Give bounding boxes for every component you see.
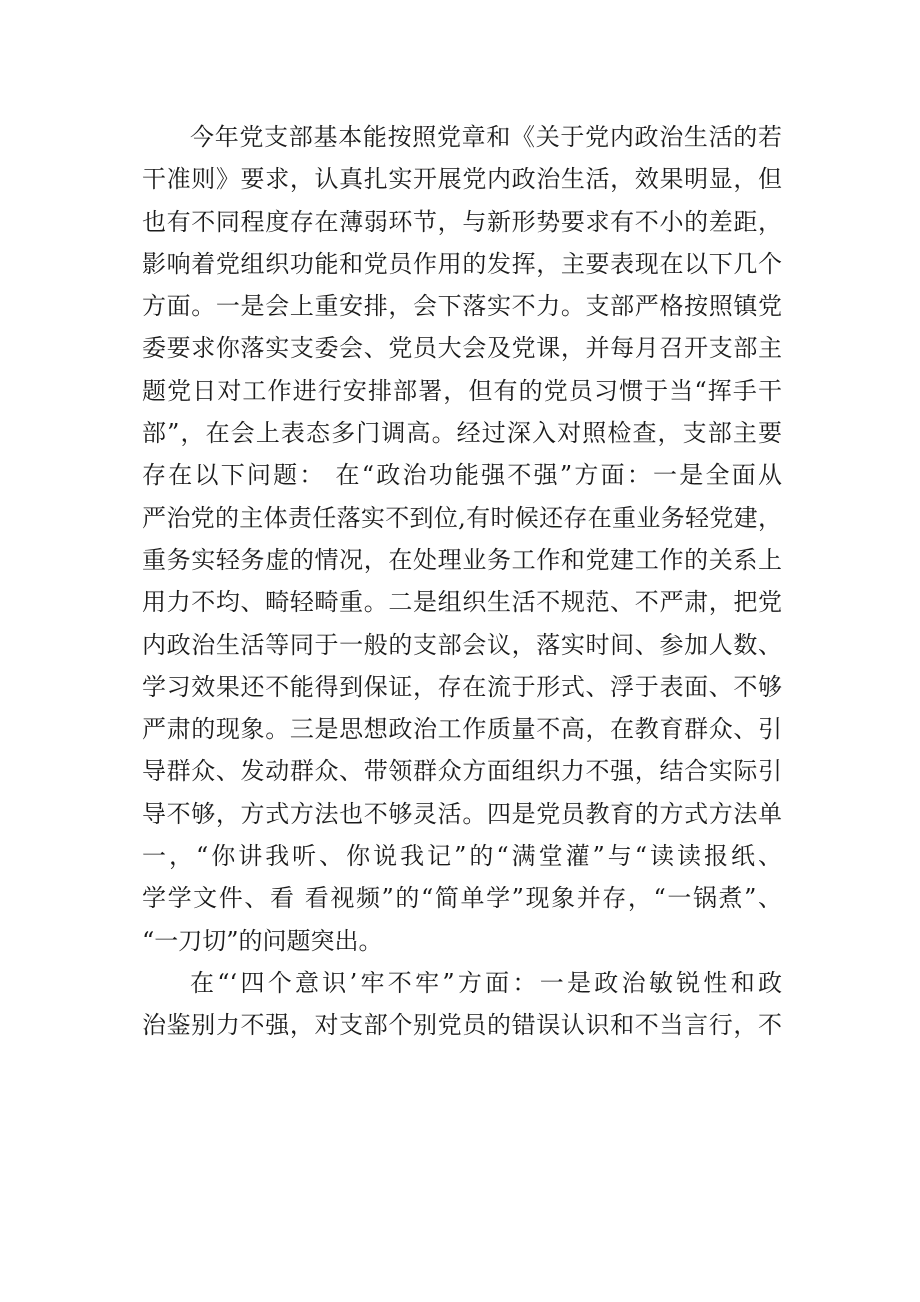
text-line: 学学文件、看 看视频”的“简单学”现象并存，“一锅煮”、: [142, 884, 782, 913]
text-line: 用力不均、畸轻畸重。二是组织生活不规范、不严肃，把党: [142, 588, 782, 617]
text-line: 治鉴别力不强，对支部个别党员的错误认识和不当言行，不: [142, 1011, 782, 1040]
text-line: 在“‘四个意识’牢不牢”方面：一是政治敏锐性和政: [190, 968, 782, 997]
text-line: “一刀切”的问题突出。: [142, 926, 383, 955]
text-line: 干准则》要求，认真扎实开展党内政治生活，效果明显，但: [142, 165, 782, 194]
text-line: 委要求你落实支委会、党员大会及党课，并每月召开支部主: [142, 334, 782, 363]
text-line: 导群众、发动群众、带领群众方面组织力不强，结合实际引: [142, 757, 782, 786]
text-line: 内政治生活等同于一般的支部会议，落实时间、参加人数、: [142, 630, 782, 659]
text-line: 方面。一是会上重安排，会下落实不力。支部严格按照镇党: [142, 292, 782, 321]
paragraph-1: [142, 116, 782, 962]
text-line: 题党日对工作进行安排部署，但有的党员习惯于当“挥手干: [142, 376, 782, 405]
text-line: 严治党的主体责任落实不到位,有时候还存在重业务轻党建，: [142, 503, 782, 532]
text-line: 也有不同程度存在薄弱环节，与新形势要求有不小的差距，: [142, 207, 782, 236]
text-line: 存在以下问题： 在“政治功能强不强”方面：一是全面从: [142, 461, 782, 490]
document-body: [142, 116, 782, 1047]
text-line: 影响着党组织功能和党员作用的发挥，主要表现在以下几个: [142, 249, 782, 278]
text-line: 一，“你讲我听、你说我记”的“满堂灌”与“读读报纸、: [142, 842, 782, 871]
text-line: 导不够，方式方法也不够灵活。四是党员教育的方式方法单: [142, 799, 782, 828]
text-line: 今年党支部基本能按照党章和《关于党内政治生活的若: [190, 123, 782, 151]
text-line: 重务实轻务虚的情况，在处理业务工作和党建工作的关系上: [142, 545, 782, 574]
text-line: 部”，在会上表态多门调高。经过深入对照检查，支部主要: [142, 419, 782, 448]
paragraph-2: [142, 962, 782, 1047]
text-line: 严肃的现象。三是思想政治工作质量不高，在教育群众、引: [142, 715, 782, 744]
text-line: 学习效果还不能得到保证，存在流于形式、浮于表面、不够: [142, 672, 782, 701]
